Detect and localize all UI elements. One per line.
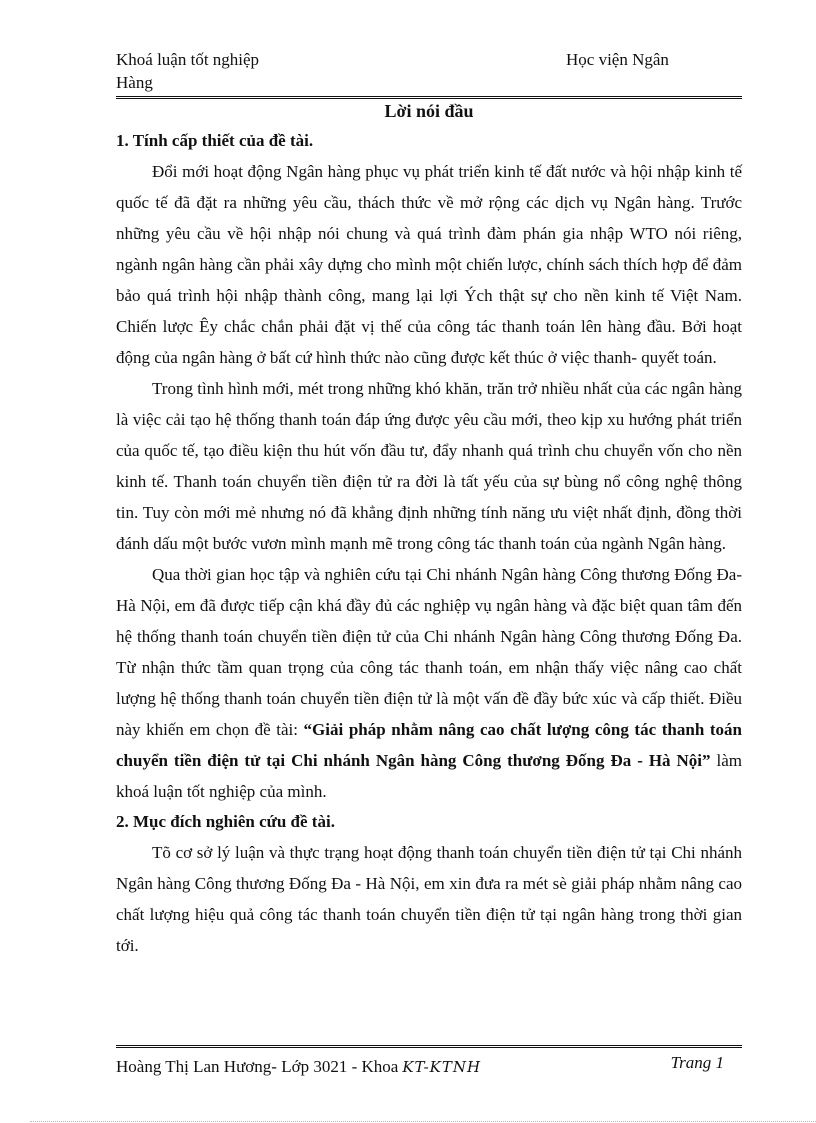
page-footer	[116, 1055, 742, 1081]
footer-divider	[116, 1045, 742, 1048]
header-thesis-label: Khoá luận tốt nghiệp	[116, 50, 260, 69]
paragraph-purpose: Tõ cơ sở lý luận và thực trạng hoạt động thanh toán chuyển tiền điện tử tại Chi nhánh Ngân hàng Công thương Đống Đa - Hà Nội, em xin đưa ra mét sè giải pháp nhằm nâng cao chất lượng hiệu quả công tác thanh toán chuyển tiền điện tử tại ngân hàng trong thời gian tới.	[116, 843, 742, 955]
footer-author-text: Hoàng Thị Lan Hương- Lớp 3021 - Khoa	[116, 1057, 399, 1076]
page-number: Trang 1	[670, 1053, 724, 1072]
paragraph-topic-text: Qua thời gian học tập và nghiên cứu tại Chi nhánh Ngân hàng Công thương Đống Đa- Hà Nội, em đã được tiếp cận khá đầy đủ các nghiệp vụ ngân hàng và đặc biệt quan tâm đến hệ thống thanh toán chuyển tiền điện tử của Chi nhánh Ngân hàng Công thương Đống Đa. Từ nhận thức tầm quan trọng của công tác thanh toán, em nhận thấy việc nâng cao chất lượng hệ thống thanh toán chuyển tiền điện tử là một vấn đề đầy bức xúc và cấp thiết. Điều này khiến em chọn đề tài:	[116, 565, 742, 739]
page-edge-divider	[30, 1121, 816, 1122]
paragraph-topic-tail: làm khoá luận tốt nghiệp của mình.	[116, 751, 742, 801]
page-header	[116, 48, 742, 96]
footer-department: KT-KTNH	[402, 1058, 482, 1076]
paragraph-intro: Đổi mới hoạt động Ngân hàng phục vụ phát triển kinh tế đất nước và hội nhập kinh tế quốc tế đã đặt ra những yêu cầu, thách thức về mở rộng các dịch vụ Ngân hàng. Trước những yêu cầu về hội nhập nói chung và quá trình đàm phán gia nhập WTO nói riêng, ngành ngân hàng cần phải xây dựng cho mình một chiến lược, chính sách thích hợp để đảm bảo quá trình hội nhập thành công, mang lại lợi Ých thật sự cho nền kinh tế Việt Nam. Chiến lược Êy chắc chắn phải đặt vị thế của công tác thanh toán lên hàng đầu. Bởi hoạt động của ngân hàng ở bất cứ hình thức nào cũng được kết thúc ở việc thanh- quyết toán.	[116, 162, 742, 367]
section-heading-purpose: 2. Mục đích nghiên cứu đề tài.	[116, 812, 335, 831]
header-institution-label: Học viện Ngân	[566, 50, 669, 69]
section-heading-urgency: 1. Tính cấp thiết của đề tài.	[116, 131, 314, 150]
footer-author	[116, 1055, 481, 1079]
header-institution-wrap: Hàng	[116, 73, 153, 92]
thesis-title-quote: “Giải pháp nhằm nâng cao chất lượng công tác thanh toán chuyển tiền điện tử tại Chi nhánh Ngân hàng Công thương Đống Đa - Hà Nội”	[116, 720, 742, 770]
paragraph-challenges: Trong tình hình mới, mét trong những khó khăn, trăn trở nhiều nhất của các ngân hàng là việc cải tạo hệ thống thanh toán đáp ứng được yêu cầu mới, theo kịp xu hướng phát triển của quốc tế, tạo điều kiện thu hút vốn đầu tư, đẩy nhanh quá trình chu chuyển vốn cho nền kinh tế. Thanh toán chuyển tiền điện tử ra đời là tất yếu của sự bùng nổ công nghệ thông tin. Tuy còn mới mẻ nhưng nó đã khẳng định những tính năng ưu việt nhất định, đồng thời đánh dấu một bước vươn mình mạnh mẽ trong công tác thanh toán của ngành Ngân hàng.	[116, 379, 742, 553]
page-title: Lời nói đầu	[384, 101, 474, 121]
document-body	[116, 96, 742, 961]
paragraph-topic-choice	[116, 559, 742, 807]
